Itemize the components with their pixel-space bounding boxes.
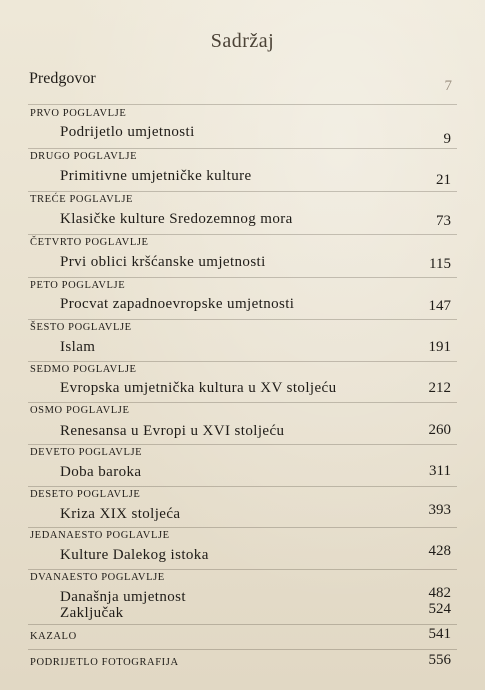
- divider: [28, 104, 457, 105]
- chapter-page-number: 73: [436, 213, 451, 229]
- chapter-label: SEDMO POGLAVLJE: [30, 364, 137, 375]
- photo-sources-label: PODRIJETLO FOTOGRAFIJA: [30, 657, 179, 668]
- chapter-page-number: 260: [428, 422, 451, 438]
- chapter-label: OSMO POGLAVLJE: [30, 405, 130, 416]
- chapter-page-number: 428: [428, 543, 451, 559]
- chapter-title: Islam: [60, 339, 96, 355]
- divider: [28, 527, 457, 528]
- chapter-label: TREĆE POGLAVLJE: [30, 194, 134, 205]
- chapter-title: Današnja umjetnost: [60, 589, 186, 605]
- divider: [28, 361, 457, 362]
- divider: [28, 191, 457, 192]
- divider: [28, 624, 457, 625]
- chapter-title: Primitivne umjetničke kulture: [60, 168, 252, 184]
- chapter-label: ČETVRTO POGLAVLJE: [30, 237, 149, 248]
- conclusion-page-number: 524: [428, 601, 451, 617]
- divider: [28, 649, 457, 650]
- chapter-title: Podrijetlo umjetnosti: [60, 124, 195, 140]
- chapter-page-number: 147: [428, 298, 451, 314]
- chapter-label: DVANAESTO POGLAVLJE: [30, 572, 165, 583]
- chapter-page-number: 9: [443, 131, 451, 147]
- divider: [28, 569, 457, 570]
- chapter-title: Procvat zapadnoevropske umjetnosti: [60, 296, 295, 312]
- chapter-page-number: 115: [429, 256, 451, 272]
- divider: [28, 148, 457, 149]
- chapter-page-number: 482: [428, 585, 451, 601]
- index-page-number: 541: [428, 626, 451, 642]
- chapter-page-number: 393: [428, 502, 451, 518]
- chapter-page-number: 21: [436, 172, 451, 188]
- divider: [28, 277, 457, 278]
- preface-label: Predgovor: [29, 70, 96, 87]
- conclusion-title: Zaključak: [60, 605, 124, 621]
- chapter-title: Kulture Dalekog istoka: [60, 547, 209, 563]
- page-title: Sadržaj: [210, 30, 275, 52]
- chapter-label: DRUGO POGLAVLJE: [30, 151, 138, 162]
- chapter-title: Prvi oblici kršćanske umjetnosti: [60, 254, 266, 270]
- chapter-title: Doba baroka: [60, 464, 142, 480]
- divider: [28, 234, 457, 235]
- chapter-label: DESETO POGLAVLJE: [30, 489, 141, 500]
- chapter-title: Klasičke kulture Sredozemnog mora: [60, 211, 293, 227]
- photo-sources-page-number: 556: [428, 652, 451, 668]
- chapter-label: ŠESTO POGLAVLJE: [30, 322, 132, 333]
- divider: [28, 402, 457, 403]
- divider: [28, 486, 457, 487]
- chapter-page-number: 191: [428, 339, 451, 355]
- preface-page-number: 7: [444, 78, 452, 94]
- chapter-title: Kriza XIX stoljeća: [60, 506, 181, 522]
- chapter-title: Evropska umjetnička kultura u XV stoljeću: [60, 380, 337, 396]
- chapter-label: DEVETO POGLAVLJE: [30, 447, 143, 458]
- chapter-page-number: 212: [428, 380, 451, 396]
- divider: [28, 319, 457, 320]
- chapter-page-number: 311: [429, 463, 451, 479]
- chapter-title: Renesansa u Evropi u XVI stoljeću: [60, 423, 285, 439]
- chapter-label: PRVO POGLAVLJE: [30, 108, 127, 119]
- chapter-label: PETO POGLAVLJE: [30, 280, 126, 291]
- chapter-label: JEDANAESTO POGLAVLJE: [30, 530, 170, 541]
- index-label: KAZALO: [30, 631, 77, 642]
- divider: [28, 444, 457, 445]
